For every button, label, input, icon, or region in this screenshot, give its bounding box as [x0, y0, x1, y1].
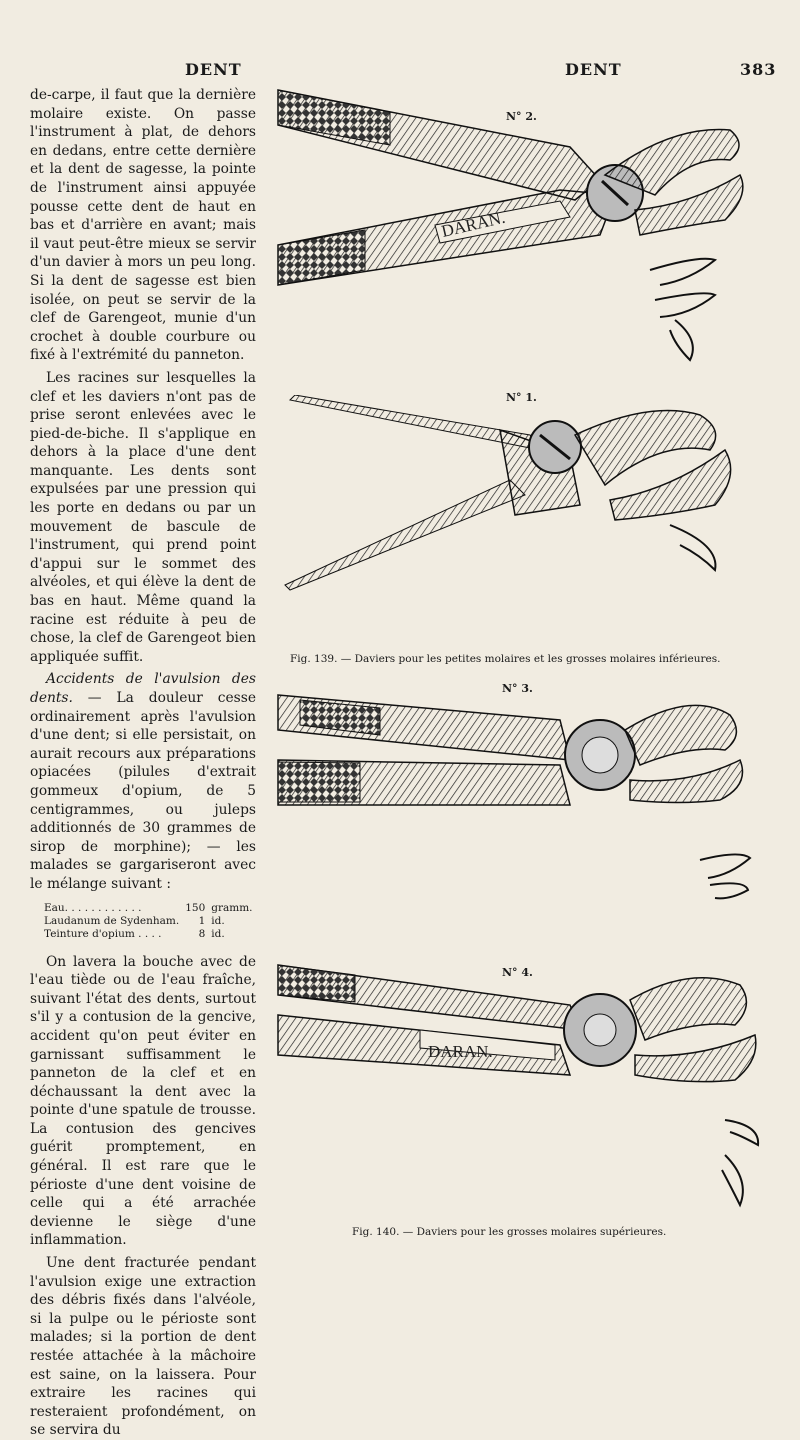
running-header-left: DENT	[185, 60, 242, 79]
forceps-no3-illustration	[270, 690, 780, 900]
formula-row: Teinture d'opium . . . . 8 id.	[44, 927, 225, 940]
running-header-right: DENT	[565, 60, 622, 79]
formula-row: Laudanum de Sydenham. 1 id.	[44, 914, 225, 927]
figure-caption-139: Fig. 139. — Daviers pour les petites molaires et les grosses molaires inférieures.	[290, 653, 721, 665]
section-title: Accidents de l'avulsion des dents.	[30, 671, 256, 706]
maker-stamp: DARAN.	[428, 1042, 493, 1061]
paragraph-5: Une dent fracturée pendant l'avulsion exige une extraction des débris fixés dans l'alvéole, si la pulpe ou le périoste sont malades; si la portion de dent restée attachée à la mâchoire est saine, on la laissera. Pour extraire les racines qui resteraient profondément, on se servira du	[30, 1255, 256, 1439]
figure-label-no3: N° 3.	[502, 682, 533, 695]
forceps-no1-illustration	[270, 395, 780, 595]
forceps-no4-illustration	[270, 960, 780, 1215]
figure-label-no4: N° 4.	[502, 966, 533, 979]
formula-table	[44, 902, 253, 941]
figure-label-no2: N° 2.	[506, 110, 537, 123]
paragraph-1: de-carpe, il faut que la dernière molaire existe. On passe l'instrument à plat, de dehors en dedans, entre cette dernière et la dent de sagesse, la pointe de l'instrument ainsi appuyée pousse cette dent de haut en bas et d'arrière en avant; mais il vaut peut-être mieux se servir d'un davier à mors un peu long. Si la dent de sagesse est bien isolée, on peut se servir de la clef de Garengeot, munie d'un crochet à double courbure ou fixé à l'extrémité du panneton.	[30, 87, 256, 364]
paragraph-3	[30, 670, 256, 893]
text-column	[30, 86, 256, 1440]
formula-row: Eau. . . . . . . . . . . . 150 gramm.	[44, 901, 253, 914]
forceps-no2-illustration	[270, 85, 780, 385]
paragraph-3-body: — La douleur cesse ordinairement après l'avulsion d'une dent; si elle persistait, on aurait recours aux préparations opiacées (pilules d'extrait gommeux d'opium, de 5 centigrammes, ou juleps additionnés de 30 grammes de sirop de morphine); — les malades se gargariseront avec le mélange suivant :	[30, 690, 256, 892]
paragraph-2: Les racines sur lesquelles la clef et les daviers n'ont pas de prise seront enlevées avec le pied-de-biche. Il s'applique en dehors à la place d'une dent manquante. Les dents sont expulsées par une pression qui les porte en dedans ou par un mouvement de bascule de l'instrument, qui prend point d'appui sur le sommet des alvéoles, et qui élève la dent de bas en haut. Même quand la racine est réduite à peu de chose, la clef de Garengeot bien appliquée suffit.	[30, 369, 256, 665]
page-number: 383	[740, 60, 777, 79]
figure-caption-140: Fig. 140. — Daviers pour les grosses molaires supérieures.	[352, 1226, 667, 1238]
figure-label-no1: N° 1.	[506, 391, 537, 404]
maker-stamp: DARAN.	[439, 207, 507, 241]
paragraph-4: On lavera la bouche avec de l'eau tiède ou de l'eau fraîche, suivant l'état des dents, surtout s'il y a contusion de la gencive, accident qu'on peut éviter en garnissant suffisamment le panneton de la clef et en déchaussant la dent avec la pointe d'une spatule de trousse. La contusion des gencives guérit promptement, en général. Il est rare que le périoste d'une dent voisine de celle qui a été arrachée devienne le siège d'une inflammation.	[30, 953, 256, 1249]
